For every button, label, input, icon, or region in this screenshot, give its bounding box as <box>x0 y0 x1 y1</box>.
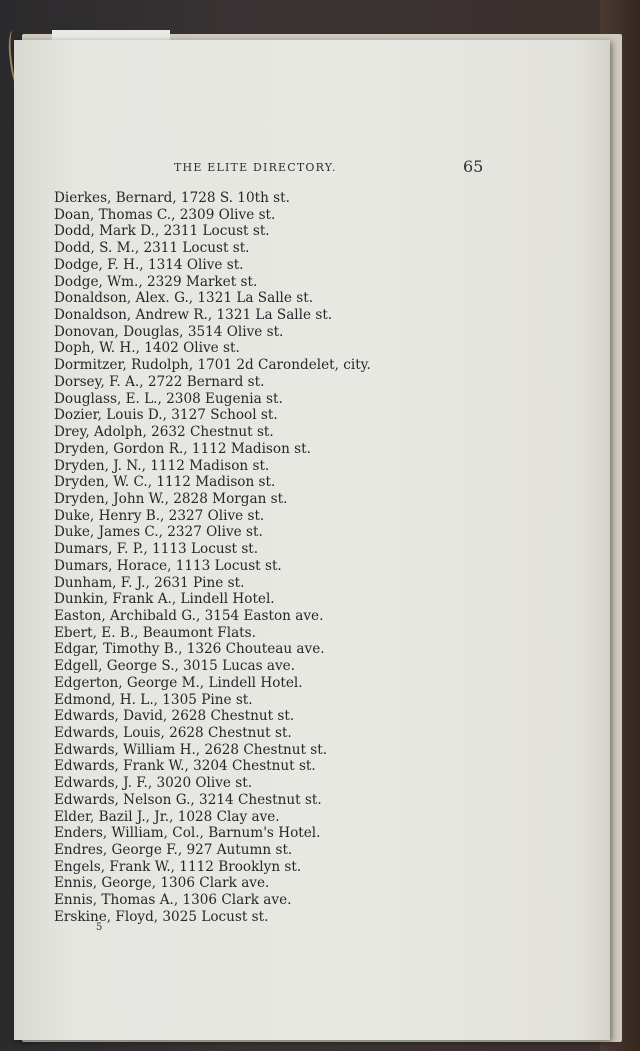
running-title: THE ELITE DIRECTORY. <box>174 161 337 174</box>
list-item: Douglass, E. L., 2308 Eugenia st. <box>54 390 283 407</box>
page-tab <box>52 30 170 40</box>
list-item: Donovan, Douglas, 3514 Olive st. <box>54 323 284 340</box>
list-item: Dodd, S. M., 2311 Locust st. <box>54 240 250 257</box>
list-item: Erskine, Floyd, 3025 Locust st. <box>54 908 269 925</box>
list-item: Edwards, David, 2628 Chestnut st. <box>54 708 295 725</box>
list-item: Enders, William, Col., Barnum's Hotel. <box>54 825 321 842</box>
list-item: Ennis, George, 1306 Clark ave. <box>54 875 270 892</box>
list-item: Dormitzer, Rudolph, 1701 2d Carondelet, city. <box>54 357 371 374</box>
list-item: Edwards, William H., 2628 Chestnut st. <box>54 741 328 758</box>
list-item: Dunham, F. J., 2631 Pine st. <box>54 574 245 591</box>
page-number: 65 <box>463 157 484 176</box>
list-item: Ebert, E. B., Beaumont Flats. <box>54 624 256 641</box>
list-item: Edwards, Frank W., 3204 Chestnut st. <box>54 758 316 775</box>
list-item: Edgerton, George M., Lindell Hotel. <box>54 674 303 691</box>
list-item: Dierkes, Bernard, 1728 S. 10th st. <box>54 190 290 206</box>
list-item: Edgar, Timothy B., 1326 Chouteau ave. <box>54 641 325 658</box>
list-item: Endres, George F., 927 Autumn st. <box>54 842 293 859</box>
list-item: Dryden, J. N., 1112 Madison st. <box>54 457 270 474</box>
list-item: Dunkin, Frank A., Lindell Hotel. <box>54 591 275 608</box>
list-item: Doan, Thomas C., 2309 Olive st. <box>54 206 276 223</box>
list-item: Drey, Adolph, 2632 Chestnut st. <box>54 424 274 441</box>
list-item: Dodd, Mark D., 2311 Locust st. <box>54 223 270 240</box>
list-item: Duke, Henry B., 2327 Olive st. <box>54 507 265 524</box>
list-item: Dumars, F. P., 1113 Locust st. <box>54 541 259 558</box>
list-item: Elder, Bazil J., Jr., 1028 Clay ave. <box>54 808 280 825</box>
list-item: Edwards, J. F., 3020 Olive st. <box>54 775 253 792</box>
list-item: Dumars, Horace, 1113 Locust st. <box>54 557 282 574</box>
directory-entries <box>54 190 594 926</box>
list-item: Dozier, Louis D., 3127 School st. <box>54 407 278 424</box>
list-item: Edwards, Nelson G., 3214 Chestnut st. <box>54 791 322 808</box>
list-item: Edwards, Louis, 2628 Chestnut st. <box>54 725 292 741</box>
list-item: Duke, James C., 2327 Olive st. <box>54 524 263 541</box>
list-item: Donaldson, Andrew R., 1321 La Salle st. <box>54 307 333 324</box>
list-item: Ennis, Thomas A., 1306 Clark ave. <box>54 892 292 909</box>
list-item: Edmond, H. L., 1305 Pine st. <box>54 691 253 708</box>
page-header <box>14 157 610 181</box>
list-item: Dryden, Gordon R., 1112 Madison st. <box>54 440 311 457</box>
list-item: Donaldson, Alex. G., 1321 La Salle st. <box>54 290 314 307</box>
list-item: Dodge, F. H., 1314 Olive st. <box>54 256 244 273</box>
list-item: Edgell, George S., 3015 Lucas ave. <box>54 658 296 675</box>
list-item: Doph, W. H., 1402 Olive st. <box>54 340 240 357</box>
list-item: Dryden, W. C., 1112 Madison st. <box>54 474 276 491</box>
signature-mark: 5 <box>96 922 103 933</box>
list-item: Dryden, John W., 2828 Morgan st. <box>54 490 288 507</box>
list-item: Easton, Archibald G., 3154 Easton ave. <box>54 607 324 624</box>
list-item: Dorsey, F. A., 2722 Bernard st. <box>54 373 265 390</box>
list-item: Engels, Frank W., 1112 Brooklyn st. <box>54 858 302 875</box>
list-item: Dodge, Wm., 2329 Market st. <box>54 273 258 290</box>
directory-page <box>14 40 610 1040</box>
